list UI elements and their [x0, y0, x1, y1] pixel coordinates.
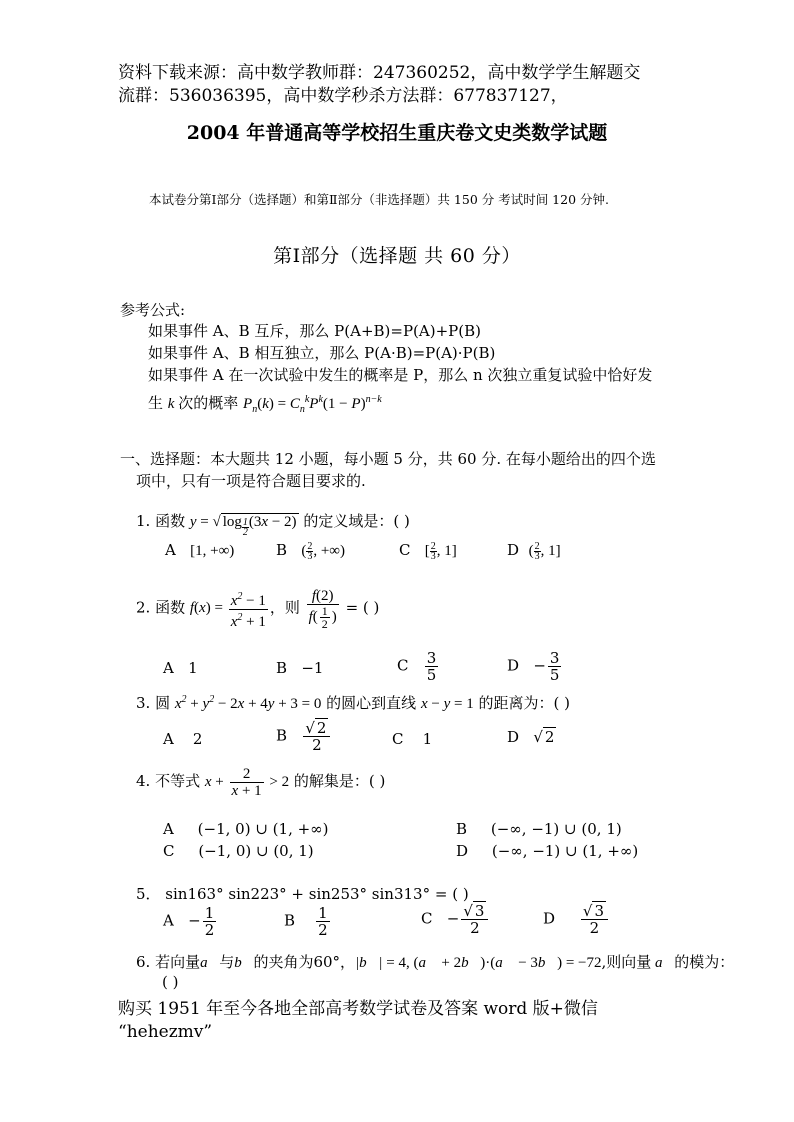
q5-option-c: C − $\frac{√ 3}{2}$	[421, 903, 490, 936]
part-1-heading: 第Ⅰ部分（选择题 共 60 分）	[273, 245, 521, 267]
formula-independent: 如果事件 A、B 相互独立，那么 P(A·B)=P(A)·P(B)	[148, 344, 496, 362]
q2-option-c: C $\frac{3}{5}$	[397, 649, 437, 684]
q4-option-c: C (−1, 0) ∪ (0, 1)	[163, 842, 314, 860]
question-5: 5． sin163° sin223° + sin253° sin313° = ( )	[136, 885, 469, 903]
source-line-1: 资料下载来源：高中数学教师群：247360252，高中数学学生解题交	[118, 63, 641, 83]
q3-option-d: D √ 2	[507, 728, 555, 746]
q1-option-b: B ( $\frac{2}{3}$ , +∞)	[276, 541, 345, 563]
q5-option-d: D $\frac{√ 3}{2}$	[543, 903, 610, 936]
q4-option-d: D (−∞, −1) ∪ (1, +∞)	[456, 842, 639, 860]
q2-option-a: A 1	[163, 659, 198, 677]
question-4: 4. 不等式 x + $\frac{2}{x + 1}$ > 2 的解集是：( )	[136, 766, 386, 799]
exam-title: 2004 年普通高等学校招生重庆卷文史类数学试题	[186, 122, 608, 144]
footer-line-2: “hehezmv”	[118, 1022, 213, 1042]
q1-option-c: C [ $\frac{2}{3}$ , 1]	[399, 541, 457, 563]
q1-option-a: A [1, +∞)	[165, 541, 235, 559]
q2-option-d: D − $\frac{3}{5}$	[507, 649, 560, 684]
formula-exclusive: 如果事件 A、B 互斥，那么 P(A+B)=P(A)+P(B)	[148, 322, 481, 340]
question-6: 6. 若向量a⃗与b⃗的夹角为60°，|b⃗| = 4, (a⃗ + 2b⃗)·(a⃗ − 3b⃗) = −72,则向量 a⃗的模为：	[136, 953, 735, 971]
q3-option-c: C 1	[392, 730, 433, 748]
formula-label: 参考公式:	[120, 301, 186, 319]
q5-option-a: A − $\frac{1}{2}$	[163, 904, 215, 939]
section-1-instructions-2: 项中，只有一项是符合题目要求的.	[136, 472, 366, 490]
q4-option-b: B (−∞, −1) ∪ (0, 1)	[456, 820, 622, 838]
q5-option-b: B $\frac{1}{2}$	[284, 904, 328, 939]
formula-bernoulli-expression: 生 k 次的概率 $P_n(k) = C_n^kP^k(1 - P)^{n-k}$	[148, 394, 382, 415]
q3-option-b: B $\frac{√ 2}{2}$	[276, 720, 332, 753]
q1-option-d: D ( $\frac{2}{3}$ , 1]	[507, 541, 561, 563]
q3-option-a: A 2	[163, 730, 203, 748]
exam-intro: 本试卷分第Ⅰ部分（选择题）和第Ⅱ部分（非选择题）共 150 分 考试时间 120 分钟.	[149, 192, 609, 207]
question-3: 3. 圆 $x^2 + y^2 - 2x + 4y + 3 = 0$ 的圆心到直线 x − y = 1 的距离为：( )	[136, 694, 571, 712]
q6-answer-paren: ( )	[162, 973, 179, 991]
source-line-2: 流群：536036395，高中数学秒杀方法群：677837127，	[118, 86, 568, 106]
footer-line-1: 购买 1951 年至今各地全部高考数学试卷及答案 word 版+微信	[118, 999, 598, 1019]
q4-option-a: A (−1, 0) ∪ (1, +∞)	[163, 820, 329, 838]
formula-bernoulli-line: 如果事件 A 在一次试验中发生的概率是 P，那么 n 次独立重复试验中恰好发	[148, 366, 653, 384]
q2-option-b: B −1	[276, 659, 324, 677]
section-1-instructions-1: 一、选择题：本大题共 12 小题，每小题 5 分，共 60 分. 在每小题给出的四个选	[120, 450, 656, 468]
question-1: 1. 函数 y = √ log $_{\frac{1}{2}}$ (3x − 2) 的定义域是：( )	[136, 512, 410, 539]
question-2: 2. 函数 f(x) = $\frac{x^2 - 1}{x^2 + 1}$ ，则 f(2) f( $\frac{1}{2}$ ) = ( )	[136, 588, 380, 631]
